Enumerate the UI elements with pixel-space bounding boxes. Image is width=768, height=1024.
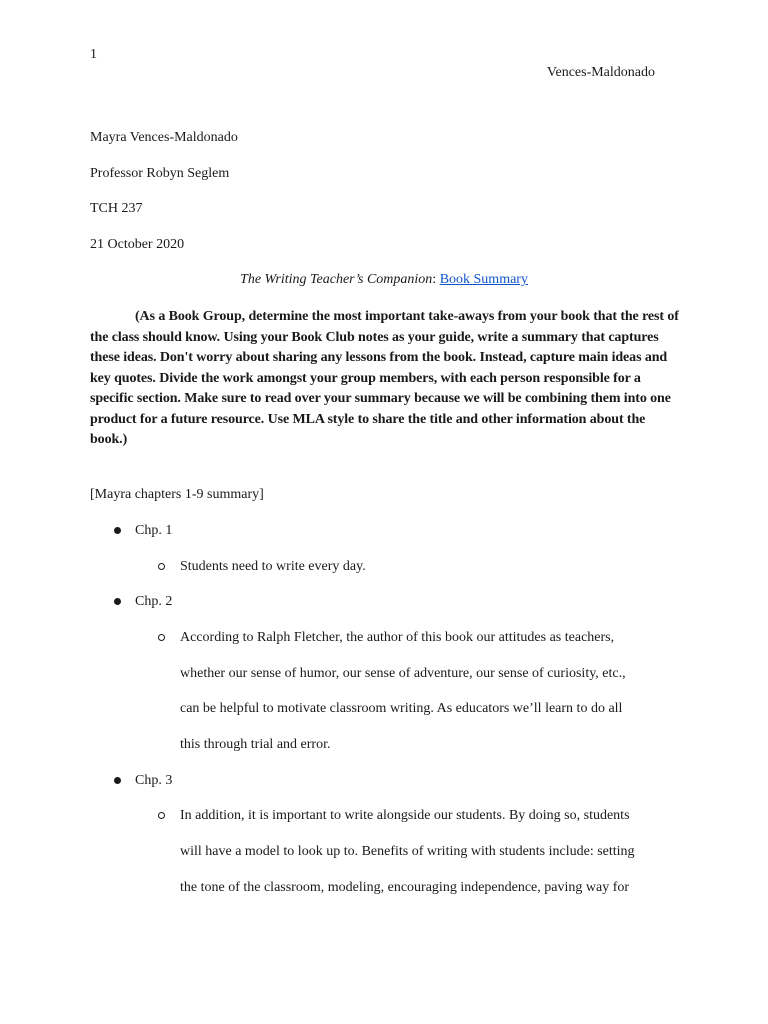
chapter-label: Chp. 2 [135, 594, 173, 609]
page-number: 1 [90, 47, 97, 62]
bullet-icon [114, 777, 121, 784]
prompt-line: the rest of the class should know. Using your Book Club notes as your guide, write a [90, 309, 679, 345]
book-summary-link[interactable]: Book Summary [439, 272, 528, 287]
document-title [0, 272, 768, 288]
chapter-label: Chp. 3 [135, 773, 173, 788]
course-code: TCH 237 [90, 201, 143, 216]
running-head: Vences-Maldonado [546, 65, 655, 80]
student-name: Mayra Vences-Maldonado [90, 130, 238, 145]
prompt-line: MLA style to share the title and other information about the book.) [90, 411, 646, 447]
prompt-line: summary because we will be combining them into one product for a future resource. Use [90, 391, 671, 427]
title-colon: : [432, 272, 440, 287]
chapter-point-line: the tone of the classroom, modeling, encouraging independence, paving way for [180, 880, 630, 895]
professor-name: Professor Robyn Seglem [90, 166, 230, 181]
sub-bullet-icon [158, 812, 165, 819]
prompt-line: Instead, capture main ideas and key quotes. Divide the work amongst your group [90, 350, 668, 386]
chapter-point-line: In addition, it is important to write alongside our students. By doing so, students [180, 808, 630, 823]
book-title: The Writing Teacher’s Companion [240, 272, 433, 287]
chapter-point-line: can be helpful to motivate classroom writing. As educators we’ll learn to do all [180, 701, 623, 716]
chapter-label: Chp. 1 [135, 523, 173, 538]
bullet-icon [114, 527, 121, 534]
prompt-line: members, with each person responsible for a specific section. Make sure to read over your [90, 370, 641, 406]
sub-bullet-icon [158, 563, 165, 570]
assignment-prompt [90, 307, 680, 451]
document-date: 21 October 2020 [90, 237, 185, 252]
chapter-point-line: According to Ralph Fletcher, the author of this book our attitudes as teachers, [180, 630, 615, 645]
chapter-point-line: will have a model to look up to. Benefits of writing with students include: setting [180, 844, 635, 859]
prompt-line: summary that captures these ideas. Don't worry about sharing any lessons from the book. [90, 329, 659, 365]
section-label: [Mayra chapters 1-9 summary] [90, 487, 264, 502]
chapter-point-line: whether our sense of humor, our sense of adventure, our sense of curiosity, etc., [180, 666, 626, 681]
chapter-point-line: this through trial and error. [180, 737, 331, 752]
prompt-line: (As a Book Group, determine the most important take-aways from your book that [135, 309, 617, 324]
chapter-point-line: Students need to write every day. [180, 559, 366, 574]
bullet-icon [114, 598, 121, 605]
sub-bullet-icon [158, 634, 165, 641]
